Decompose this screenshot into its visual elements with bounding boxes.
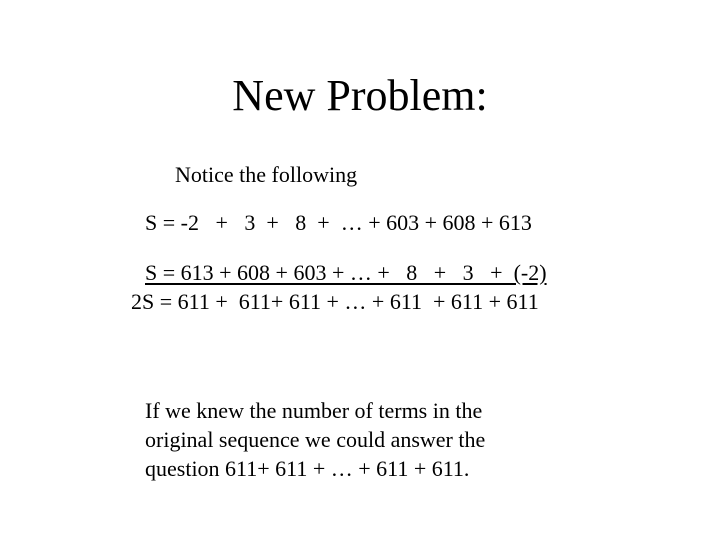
explanation-line: If we knew the number of terms in the: [145, 398, 483, 423]
intro-text: Notice the following: [175, 162, 358, 187]
equation-forward-sum: S = -2 + 3 + 8 + … + 603 + 608 + 613: [145, 210, 532, 235]
equation-reverse-sum: S = 613 + 608 + 603 + … + 8 + 3 + (-2): [145, 260, 547, 285]
explanation-line: original sequence we could answer the: [145, 427, 486, 452]
equation-doubled-sum: 2S = 611 + 611+ 611 + … + 611 + 611 + 611: [131, 289, 539, 314]
slide-title: New Problem:: [232, 71, 488, 120]
explanation-line: question 611+ 611 + … + 611 + 611.: [145, 456, 470, 481]
explanation-paragraph: [145, 396, 565, 483]
